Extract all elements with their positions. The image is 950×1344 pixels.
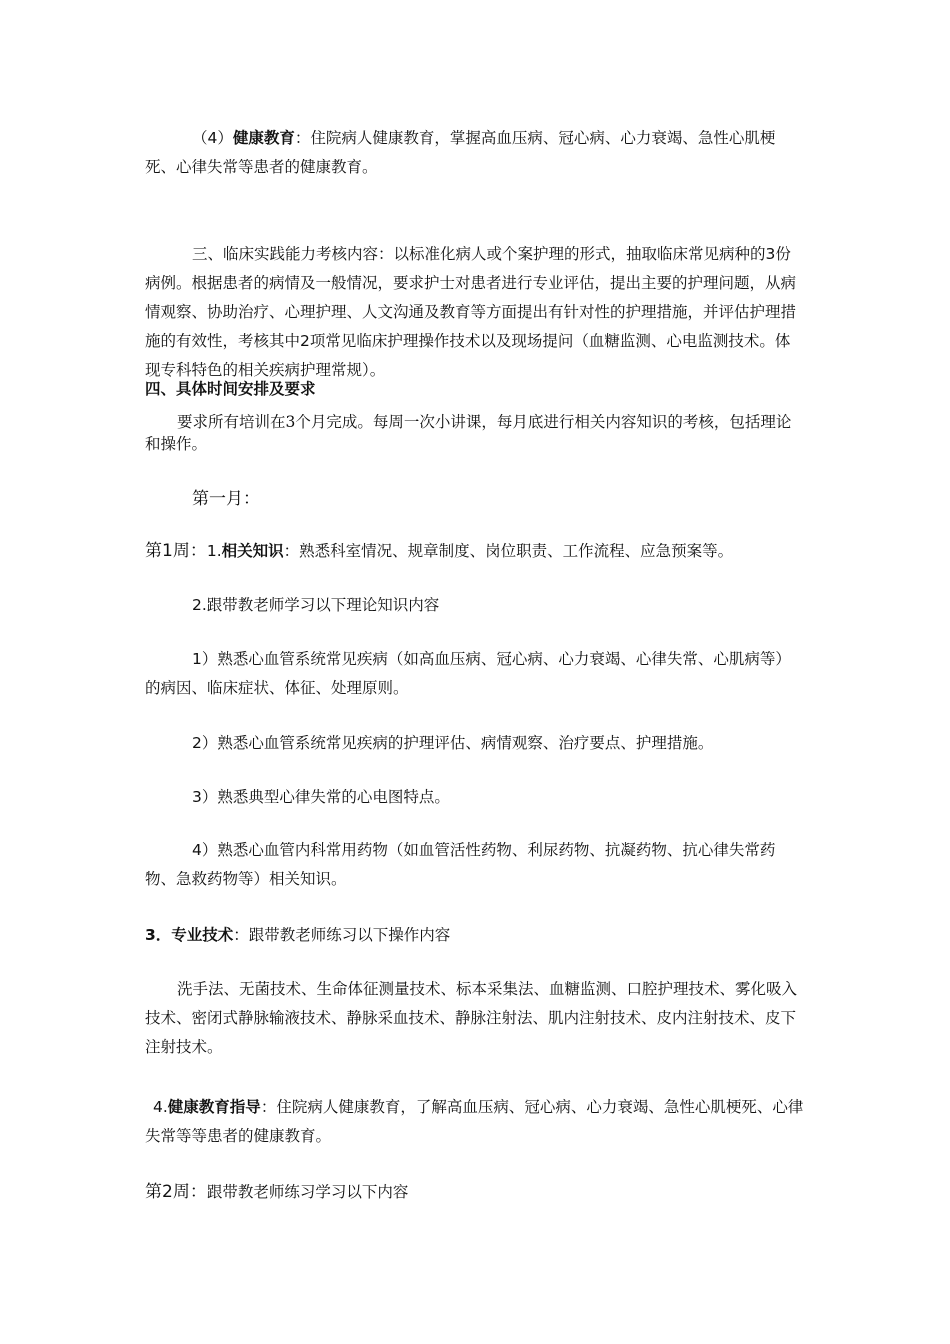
bold-label: 3．专业技术 (145, 926, 234, 944)
paragraph-text: ：跟带教老师练习以下操作内容 (233, 926, 451, 944)
skills-heading (145, 921, 805, 950)
skills-list: 洗手法、无菌技术、生命体征测量技术、标本采集法、血糖监测、口腔护理技术、雾化吸入技术、密闭式静脉输液技术、静脉采血技术、静脉注射法、肌内注射技术、皮内注射技术、皮下注射技术。 (145, 980, 798, 1056)
paragraph-text: 跟带教老师练习学习以下内容 (206, 1183, 409, 1201)
paragraph-text: ：住院病人健康教育，掌握高血压病、冠心病、心力衰竭、急性心肌梗死、心律失常等患者的健康教育。 (145, 129, 776, 176)
paragraph-text: ：熟悉科室情况、规章制度、岗位职责、工作流程、应急预案等。 (283, 542, 734, 560)
paragraph-clinical-assessment: 三、临床实践能力考核内容：以标准化病人或个案护理的形式，抽取临床常见病种的3份病例。根据患者的病情及一般情况，要求护士对患者进行专业评估，提出主要的护理问题，从病情观察、协助治疗、心理护理、人文沟通及教育等方面提出有针对性的护理措施，并评估护理措施的有效性，考核其中2项常见临床护理操作技术以及现场提问（血糖监测、心电监测技术。体现专科特色的相关疾病护理常规）。 (145, 245, 797, 379)
health-guidance-paragraph (145, 1093, 805, 1151)
list-item: 3）熟悉典型心律失常的心电图特点。 (192, 788, 450, 806)
paragraph-health-education (145, 124, 805, 182)
section-heading: 四、具体时间安排及要求 (145, 380, 316, 398)
bold-label: 健康教育指导 (167, 1098, 261, 1116)
bold-label: 相关知识 (221, 542, 284, 560)
list-item: 1）熟悉心血管系统常见疾病（如高血压病、冠心病、心力衰竭、心律失常、心肌病等）的病因、临床症状、体征、处理原则。 (145, 650, 791, 697)
paragraph-requirements: 要求所有培训在3个月完成。每周一次小讲课，每月底进行相关内容知识的考核，包括理论和操作。 (145, 413, 792, 453)
week-label: 第2周： (145, 1182, 207, 1202)
list-item: 2）熟悉心血管系统常见疾病的护理评估、病情观察、治疗要点、护理措施。 (192, 734, 714, 752)
week2-paragraph (145, 1178, 805, 1207)
month-heading: 第一月： (192, 489, 260, 509)
item-number: 1. (206, 542, 222, 560)
list-item: 4）熟悉心血管内科常用药物（如血管活性药物、利尿药物、抗凝药物、抗心律失常药物、急救药物等）相关知识。 (145, 841, 776, 888)
week-label: 第1周： (145, 541, 207, 561)
item-number: （4） (192, 129, 233, 147)
paragraph-text: ：住院病人健康教育，了解高血压病、冠心病、心力衰竭、急性心肌梗死、心律失常等等患者的健康教育。 (145, 1098, 804, 1145)
list-item: 2.跟带教老师学习以下理论知识内容 (192, 596, 440, 614)
bold-label: 健康教育 (232, 129, 295, 147)
item-number: 4. (153, 1098, 168, 1116)
week1-paragraph (145, 537, 805, 566)
